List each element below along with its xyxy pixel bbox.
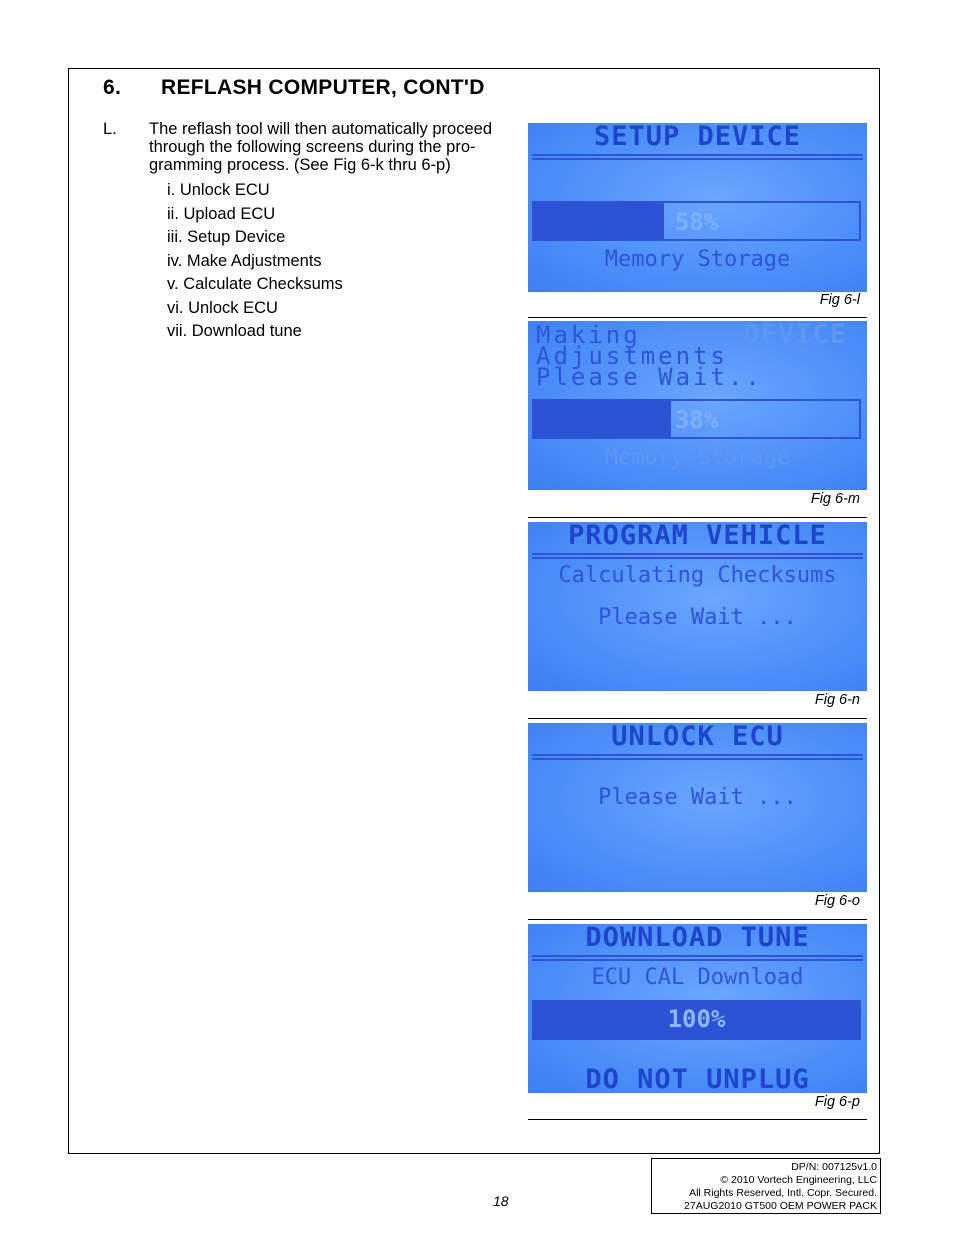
lcd-line: Adjustments bbox=[536, 342, 728, 370]
progress-bar bbox=[532, 201, 861, 241]
footer-line: All Rights Reserved, Intl. Copr. Secured. bbox=[689, 1187, 877, 1199]
lcd-warning: DO NOT UNPLUG bbox=[585, 1064, 810, 1093]
lcd-ghost-line: Memory Storage bbox=[604, 445, 791, 470]
progress-bar bbox=[532, 1000, 861, 1040]
footer-line: 27AUG2010 GT500 OEM POWER PACK bbox=[684, 1200, 877, 1212]
progress-label: 38% bbox=[674, 406, 719, 434]
lcd-line: Making bbox=[536, 321, 641, 349]
figure-6o-lcd-screen bbox=[528, 723, 867, 892]
screen-sequence-list bbox=[167, 180, 343, 345]
progress-label: 100% bbox=[667, 1005, 726, 1033]
lcd-rule bbox=[532, 158, 863, 160]
lcd-rule bbox=[532, 754, 863, 756]
lcd-title: SETUP DEVICE bbox=[593, 123, 802, 152]
figure-caption: Fig 6-m bbox=[810, 491, 860, 507]
lcd-rule bbox=[532, 758, 863, 760]
lcd-rule bbox=[532, 955, 863, 957]
section-heading bbox=[103, 76, 485, 100]
list-item: v. Calculate Checksums bbox=[167, 275, 343, 293]
list-item: i. Unlock ECU bbox=[167, 181, 270, 199]
figure-6p-lcd-screen bbox=[528, 924, 867, 1093]
lcd-ghost-title: DEVICE bbox=[743, 321, 847, 350]
lcd-line: Please Wait.. bbox=[536, 363, 763, 391]
list-item: ii. Upload ECU bbox=[167, 204, 276, 223]
footer-line: DP/N: 007125v1.0 bbox=[791, 1161, 877, 1173]
figure-divider bbox=[528, 718, 867, 719]
figure-divider bbox=[528, 517, 867, 518]
list-item: iii. Setup Device bbox=[167, 228, 286, 246]
progress-label: 58% bbox=[674, 208, 719, 236]
step-letter: L. bbox=[103, 120, 117, 138]
lcd-title: DOWNLOAD TUNE bbox=[585, 924, 810, 953]
figure-caption: Fig 6-n bbox=[814, 692, 860, 708]
lcd-rule bbox=[532, 154, 863, 156]
lcd-rule bbox=[532, 557, 863, 559]
section-title: REFLASH COMPUTER, CONT'D bbox=[161, 76, 485, 99]
lcd-rule bbox=[532, 959, 863, 961]
section-number: 6. bbox=[103, 76, 122, 99]
progress-bar bbox=[532, 399, 861, 439]
footer-info-box bbox=[651, 1158, 881, 1214]
figure-divider bbox=[528, 1119, 867, 1120]
step-text: The reflash tool will then automatically proceed through the following screens during the pro-gramming process. (See Fig 6-k thru 6-p) bbox=[149, 120, 493, 174]
lcd-line: Please Wait ... bbox=[598, 785, 797, 810]
lcd-line: Calculating Checksums bbox=[558, 563, 837, 588]
figure-6m-lcd-screen bbox=[528, 321, 867, 490]
lcd-line: Memory Storage bbox=[604, 247, 791, 272]
lcd-line: Please Wait ... bbox=[598, 605, 797, 630]
figure-6l-lcd-screen bbox=[528, 123, 867, 292]
figure-6n-lcd-screen bbox=[528, 522, 867, 691]
figure-caption: Fig 6-p bbox=[814, 1094, 860, 1110]
figure-caption: Fig 6-o bbox=[814, 893, 860, 909]
figure-divider bbox=[528, 919, 867, 920]
footer-line: © 2010 Vortech Engineering, LLC bbox=[720, 1174, 877, 1186]
list-item: vii. Download tune bbox=[167, 322, 302, 340]
lcd-line: ECU CAL Download bbox=[591, 965, 804, 990]
figure-caption: Fig 6-l bbox=[819, 292, 860, 308]
page-number: 18 bbox=[493, 1193, 509, 1209]
lcd-title: PROGRAM VEHICLE bbox=[568, 522, 827, 551]
lcd-rule bbox=[532, 553, 863, 555]
list-item: vi. Unlock ECU bbox=[167, 298, 278, 317]
list-item: iv. Make Adjustments bbox=[167, 251, 322, 270]
lcd-title: UNLOCK ECU bbox=[611, 723, 784, 752]
figure-divider bbox=[528, 317, 867, 318]
